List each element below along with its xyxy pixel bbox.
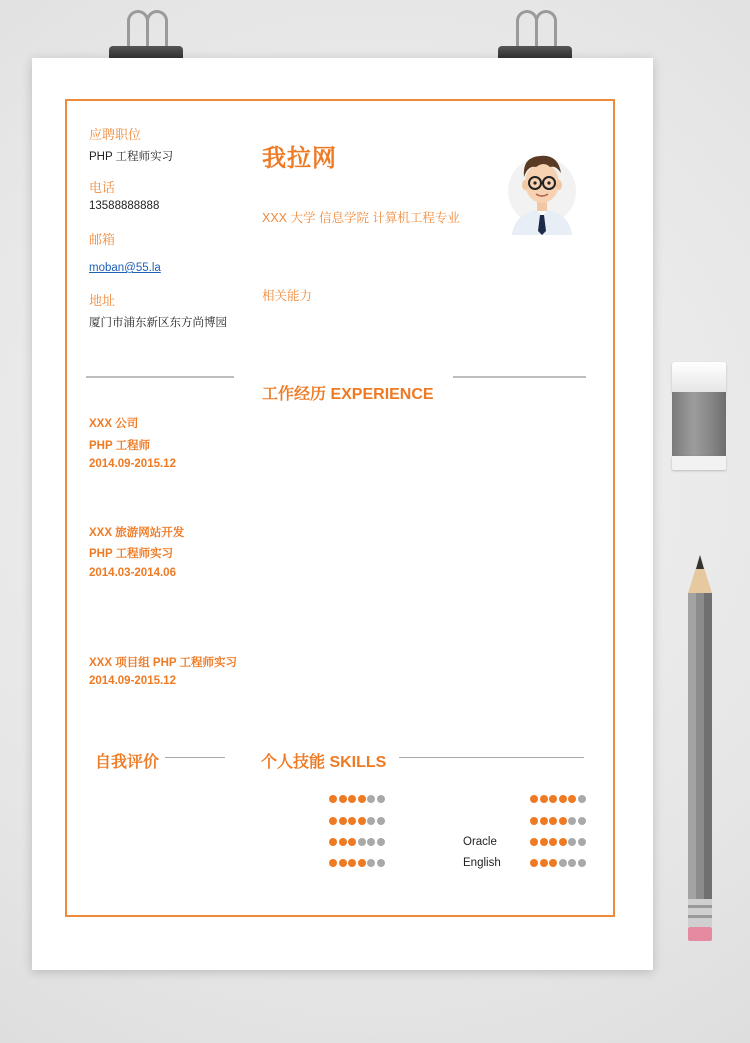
rating-dot — [367, 859, 375, 867]
rating-dot — [549, 859, 557, 867]
exp-3-period: 2014.09-2015.12 — [89, 675, 176, 687]
self-eval-title: 自我评价 — [95, 754, 160, 771]
exp-2-period: 2014.03-2014.06 — [89, 567, 176, 579]
rating-dot — [559, 817, 567, 825]
skill-rating-right-3 — [530, 838, 586, 846]
rating-dot — [568, 859, 576, 867]
rating-dot — [540, 817, 548, 825]
exp-3-company: XXX 项目组 PHP 工程师实习 — [89, 657, 238, 669]
phone-value: 13588888888 — [89, 200, 160, 212]
rating-dot — [348, 859, 356, 867]
experience-title: 工作经历 EXPERIENCE — [262, 386, 434, 403]
phone-label: 电话 — [89, 180, 116, 195]
rating-dot — [367, 817, 375, 825]
rating-dot — [559, 838, 567, 846]
rating-dot — [377, 838, 385, 846]
rating-dot — [578, 795, 586, 803]
rating-dot — [578, 859, 586, 867]
rating-dot — [549, 817, 557, 825]
exp-1-role: PHP 工程师 — [89, 440, 151, 452]
skill-rating-left-4 — [329, 859, 385, 867]
rating-dot — [559, 795, 567, 803]
rating-dot — [578, 838, 586, 846]
skills-divider — [399, 757, 584, 758]
rating-dot — [540, 859, 548, 867]
exp-2-role: PHP 工程师实习 — [89, 548, 174, 560]
rating-dot — [358, 859, 366, 867]
rating-dot — [348, 817, 356, 825]
rating-dot — [578, 817, 586, 825]
rating-dot — [329, 838, 337, 846]
rating-dot — [329, 795, 337, 803]
rating-dot — [549, 838, 557, 846]
rating-dot — [348, 838, 356, 846]
skills-title: 个人技能 SKILLS — [261, 754, 387, 771]
rating-dot — [568, 817, 576, 825]
exp-1-period: 2014.09-2015.12 — [89, 458, 176, 470]
rating-dot — [530, 838, 538, 846]
rating-dot — [367, 795, 375, 803]
email-link[interactable]: moban@55.la — [89, 262, 161, 274]
rating-dot — [549, 795, 557, 803]
rating-dot — [530, 859, 538, 867]
rating-dot — [358, 817, 366, 825]
skill-rating-right-4 — [530, 859, 586, 867]
rating-dot — [377, 795, 385, 803]
exp-2-company: XXX 旅游网站开发 — [89, 527, 185, 539]
position-value: PHP 工程师实习 — [89, 151, 174, 163]
skill-name-right-3: Oracle — [463, 836, 497, 848]
rating-dot — [367, 838, 375, 846]
abilities-label: 相关能力 — [262, 289, 313, 303]
skill-rating-left-1 — [329, 795, 385, 803]
rating-dot — [339, 838, 347, 846]
candidate-name: 我拉网 — [262, 145, 337, 172]
education-line: XXX 大学 信息学院 计算机工程专业 — [262, 211, 460, 225]
rating-dot — [358, 795, 366, 803]
rating-dot — [568, 795, 576, 803]
avatar — [506, 143, 578, 235]
position-label: 应聘职位 — [89, 127, 142, 142]
email-label: 邮箱 — [89, 232, 116, 247]
experience-divider-right — [453, 376, 586, 378]
skill-rating-left-3 — [329, 838, 385, 846]
rating-dot — [339, 859, 347, 867]
rating-dot — [329, 817, 337, 825]
skill-rating-left-2 — [329, 817, 385, 825]
rating-dot — [559, 859, 567, 867]
experience-divider-left — [86, 376, 234, 378]
skill-name-right-4: English — [463, 857, 501, 869]
rating-dot — [540, 795, 548, 803]
skill-rating-right-1 — [530, 795, 586, 803]
address-value: 厦门市浦东新区东方尚博园 — [89, 317, 227, 329]
address-label: 地址 — [89, 293, 116, 308]
rating-dot — [530, 817, 538, 825]
rating-dot — [339, 795, 347, 803]
eraser-decoration — [672, 362, 726, 470]
pencil-decoration — [684, 555, 716, 945]
rating-dot — [339, 817, 347, 825]
rating-dot — [568, 838, 576, 846]
rating-dot — [377, 817, 385, 825]
rating-dot — [540, 838, 548, 846]
rating-dot — [530, 795, 538, 803]
rating-dot — [348, 795, 356, 803]
avatar-illustration — [506, 143, 578, 235]
rating-dot — [377, 859, 385, 867]
self-eval-divider — [165, 757, 225, 758]
skill-rating-right-2 — [530, 817, 586, 825]
rating-dot — [329, 859, 337, 867]
exp-1-company: XXX 公司 — [89, 418, 139, 430]
rating-dot — [358, 838, 366, 846]
